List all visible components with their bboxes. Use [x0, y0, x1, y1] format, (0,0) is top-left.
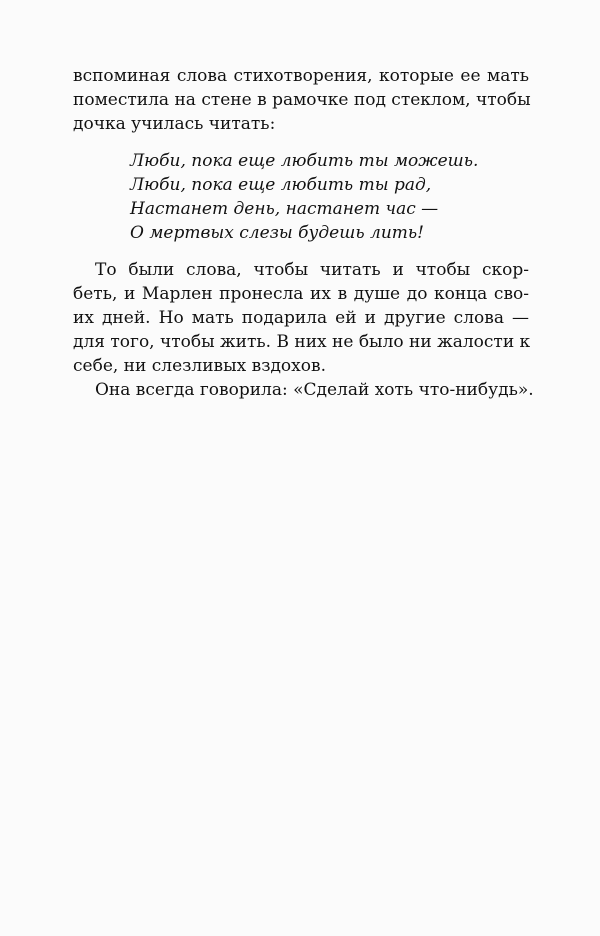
- text-line: Она всегда говорила: «Сделай хоть что-нибудь».: [95, 380, 534, 400]
- text-line: беть, и Марлен пронесла их в душе до конца сво-: [73, 284, 529, 304]
- poem-line: Настанет день, настанет час —: [130, 199, 439, 219]
- text-line: для того, чтобы жить. В них не было ни жалости к: [73, 332, 531, 352]
- text-line: вспоминая слова стихотворения, которые ее мать: [73, 66, 529, 86]
- poem-line: Люби, пока еще любить ты можешь.: [130, 151, 479, 171]
- body-text: [73, 64, 534, 402]
- poem-line: Люби, пока еще любить ты рад,: [130, 175, 432, 195]
- text-line: их дней. Но мать подарила ей и другие слова —: [73, 308, 529, 328]
- paragraph-words: [73, 258, 529, 378]
- paragraph-quote: [73, 378, 534, 402]
- text-line: себе, ни слезливых вздохов.: [73, 356, 326, 376]
- text-line: дочка училась читать:: [73, 114, 276, 134]
- paragraph-continuation: [73, 64, 529, 136]
- text-line: То были слова, чтобы читать и чтобы скор-: [95, 260, 529, 280]
- poem-line: О мертвых слезы будешь лить!: [130, 223, 424, 243]
- text-line: поместила на стене в рамочке под стеклом, чтобы: [73, 90, 531, 110]
- poem-quote: [73, 149, 529, 245]
